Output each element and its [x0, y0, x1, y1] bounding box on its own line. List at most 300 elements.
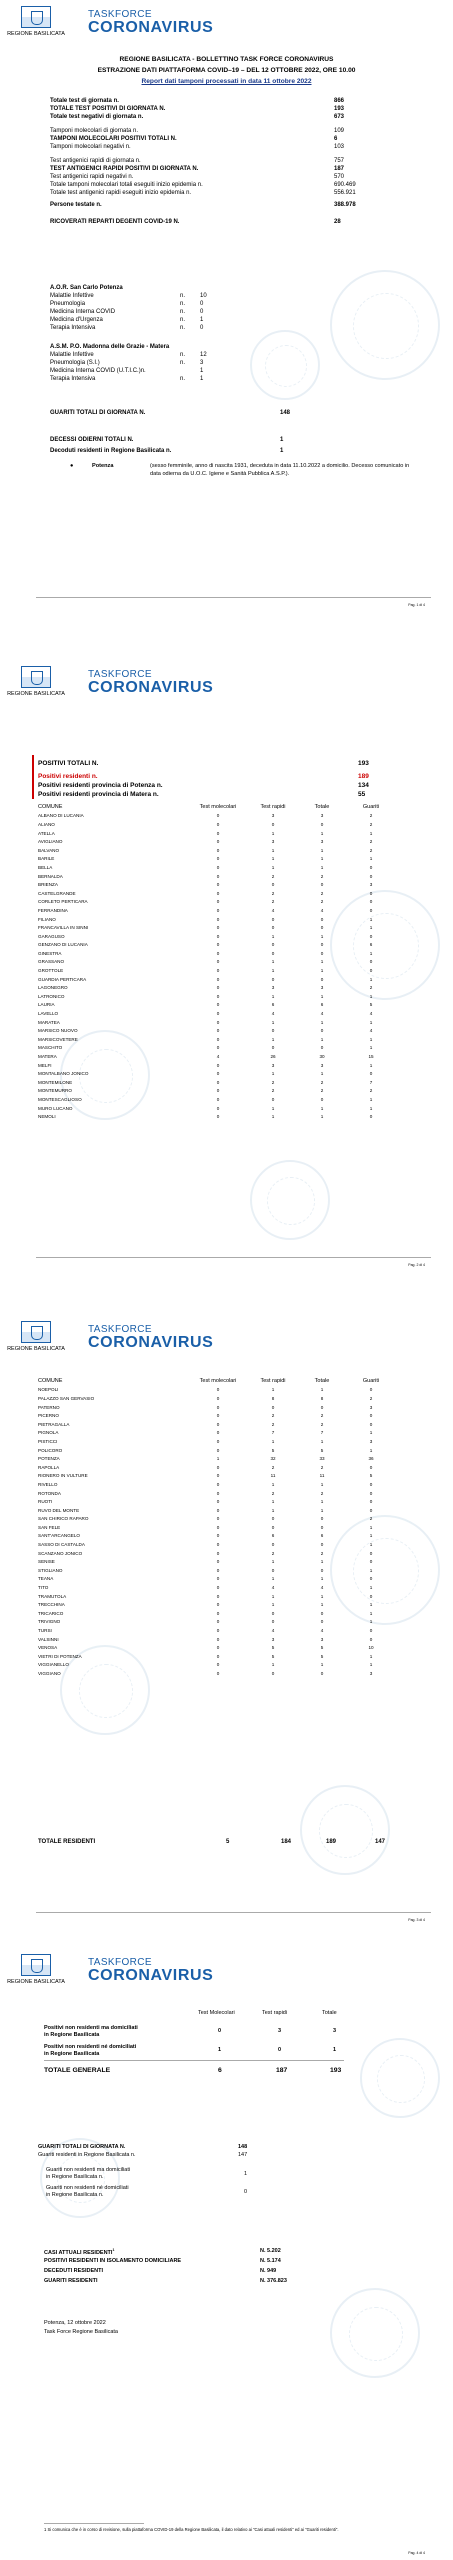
table-cell: 6 — [271, 1002, 275, 1008]
taskforce-logo — [88, 10, 213, 36]
table-cell: 0 — [216, 993, 220, 999]
positivi-matera: Positivi residenti provincia di Matera n. 55 — [38, 791, 366, 798]
table-cell: 2 — [320, 1464, 324, 1470]
table-row — [38, 1489, 396, 1498]
table-cell: 2 — [271, 899, 275, 905]
table-cell: VIETRI DI POTENZA — [38, 1653, 82, 1659]
stat-row: TAMPONI MOLECOLARI POSITIVI TOTALI N. 6 — [50, 136, 338, 142]
table-cell: 0 — [216, 976, 220, 982]
column-header: Totale — [314, 804, 330, 811]
table-cell: 0 — [320, 882, 324, 888]
table-row — [38, 820, 396, 829]
table-row — [38, 1583, 396, 1592]
table-row — [38, 1463, 396, 1472]
table-row — [38, 992, 396, 1001]
column-header: Test rapidi — [260, 1378, 286, 1385]
r2-label-2: in Regione Basilicata — [44, 2051, 100, 2057]
stat-row: TOTALE TEST POSITIVI DI GIORNATA N. 193 — [50, 106, 345, 112]
table-cell: MATERA — [38, 1054, 57, 1060]
table-cell: 2 — [320, 1413, 324, 1419]
table-cell: 1 — [369, 1045, 373, 1051]
table-cell: 5 — [320, 1653, 324, 1659]
table-cell: 0 — [369, 1421, 373, 1427]
table-cell: 0 — [271, 1567, 275, 1573]
stat-row: TEST ANTIGENICI RAPIDI POSITIVI DI GIORNATA N. 187 — [50, 166, 345, 172]
table-cell: 1 — [271, 1481, 275, 1487]
table-cell: 0 — [271, 1619, 275, 1625]
guariti-row: GUARITI TOTALI DI GIORNATA N. 148 — [50, 410, 291, 416]
table-cell: 1 — [271, 1105, 275, 1111]
table-cell: 0 — [216, 1413, 220, 1419]
table-cell: 0 — [369, 1071, 373, 1077]
table-cell: 0 — [216, 933, 220, 939]
table-cell: 0 — [369, 1481, 373, 1487]
shield-icon — [21, 1321, 51, 1343]
positivi-potenza: Positivi residenti provincia di Potenza n. 134 — [38, 782, 369, 789]
table-cell: 0 — [369, 907, 373, 913]
table-cell: PICERNO — [38, 1413, 59, 1419]
table-cell: SAN CHIRICO RAPARO — [38, 1516, 89, 1522]
region-logo — [6, 1321, 66, 1352]
table-cell: PIETRAGALLA — [38, 1421, 70, 1427]
table-cell: 1 — [271, 1019, 275, 1025]
table-row — [38, 1661, 396, 1670]
table-row — [38, 1506, 396, 1515]
table-cell: 36 — [368, 1456, 374, 1462]
taskforce-logo — [88, 1958, 213, 1984]
table-cell: PATERNO — [38, 1404, 60, 1410]
column-header: Guariti — [362, 1378, 380, 1385]
asm-title: A.S.M. P.O. Madonna delle Grazie - Matera — [50, 344, 170, 350]
stat-row: Tamponi molecolari di giornata n. 109 — [50, 128, 345, 134]
table-cell: 11 — [270, 1473, 276, 1479]
table-cell: 2 — [271, 890, 275, 896]
table-cell: 0 — [216, 1088, 220, 1094]
table-cell: 0 — [216, 1062, 220, 1068]
table-cell: 1 — [369, 1447, 373, 1453]
page-number: Pag. 3 di 4 — [408, 1918, 425, 1922]
page-4 — [0, 1948, 453, 2560]
table-cell: 0 — [216, 1628, 220, 1634]
region-name: REGIONE BASILICATA — [7, 691, 65, 697]
decessi-row: DECESSI ODIERNI TOTALI N. 1 — [50, 437, 284, 443]
table-row — [38, 1626, 396, 1635]
table-row — [38, 983, 396, 992]
table-cell: 0 — [216, 1619, 220, 1625]
region-name: REGIONE BASILICATA — [7, 1979, 65, 1985]
table-cell: STIGLIANO — [38, 1567, 63, 1573]
table-cell: 4 — [369, 1011, 373, 1017]
table-header — [38, 1377, 396, 1386]
table-cell: LATRONICO — [38, 993, 65, 999]
table-cell: 0 — [369, 933, 373, 939]
table-cell: 1 — [369, 1567, 373, 1573]
table-cell: 0 — [216, 1662, 220, 1668]
column-header: Test molecolari — [199, 804, 237, 811]
table-cell: 1 — [271, 1593, 275, 1599]
table-cell: 1 — [271, 1559, 275, 1565]
table-cell: 0 — [369, 1559, 373, 1565]
table-cell: 0 — [216, 1421, 220, 1427]
table-cell: 0 — [216, 1653, 220, 1659]
table-cell: 0 — [216, 1096, 220, 1102]
table-cell: 1 — [369, 830, 373, 836]
r2-m: 1 — [218, 2047, 222, 2053]
column-header: COMUNE — [38, 1378, 63, 1385]
table-cell: ALBANO DI LUCANIA — [38, 813, 84, 819]
table-cell: 1 — [320, 1036, 324, 1042]
table-row — [38, 1087, 396, 1096]
title-line-2: ESTRAZIONE DATI PIATTAFORMA COVID–19 – DEL 12 OTTOBRE 2022, ORE 10.00 — [97, 67, 356, 74]
table-cell: 0 — [216, 1473, 220, 1479]
table-row — [38, 812, 396, 821]
table-cell: 0 — [216, 1524, 220, 1530]
table-cell: 1 — [369, 916, 373, 922]
table-cell: 3 — [369, 882, 373, 888]
stat-row: Tamponi molecolari negativi n. 103 — [50, 144, 345, 150]
table-cell: 5 — [369, 1002, 373, 1008]
table-cell: 0 — [216, 1550, 220, 1556]
table-cell: 11 — [319, 1473, 325, 1479]
table-cell: 0 — [271, 976, 275, 982]
table-cell: 3 — [271, 1636, 275, 1642]
table-cell: MONTEMURRO — [38, 1088, 72, 1094]
table-cell: FERRANDINA — [38, 907, 68, 913]
table-cell: 0 — [369, 1507, 373, 1513]
bullet-text: (sesso femminile, anno di nascita 1931, deceduta in data 11.10.2022 a domicilio. Decesso comunicato in data odierna da U.O.C. Igiene e Sanità Pubblica A.S.P.). — [150, 463, 410, 477]
table-cell: 1 — [271, 847, 275, 853]
table-row — [38, 1618, 396, 1627]
table-cell: 0 — [369, 899, 373, 905]
totale-generale: TOTALE GENERALE — [44, 2067, 111, 2074]
table-cell: 0 — [320, 916, 324, 922]
r2-r: 0 — [278, 2047, 282, 2053]
page-divider — [36, 1912, 431, 1913]
table-row — [38, 1078, 396, 1087]
positivi-residenti: Positivi residenti n. 189 — [38, 773, 369, 780]
table-cell: VALSINNI — [38, 1636, 59, 1642]
guariti-nd-v: 0 — [244, 2189, 248, 2195]
table-cell: 1 — [369, 1105, 373, 1111]
row-divider — [44, 2060, 344, 2061]
page-number: Pag. 1 di 4 — [408, 603, 425, 607]
table-row — [38, 1095, 396, 1104]
table-cell: MASCHITO — [38, 1045, 63, 1051]
table-cell: 2 — [369, 1088, 373, 1094]
ward-row: Medicina Interna COVID n. 0 — [50, 309, 204, 315]
table-cell: 1 — [320, 856, 324, 862]
table-cell: 0 — [216, 916, 220, 922]
table-cell: 0 — [320, 976, 324, 982]
table-cell: ROTONDA — [38, 1490, 61, 1496]
virus-watermark-icon — [360, 2038, 440, 2118]
table-cell: 5 — [271, 1653, 275, 1659]
shield-icon — [21, 666, 51, 688]
virus-watermark-icon — [250, 1160, 330, 1240]
virus-watermark-icon — [330, 2288, 420, 2378]
table-cell: 0 — [216, 1028, 220, 1034]
table-cell: 7 — [369, 1079, 373, 1085]
stat-row: Test antigenici rapidi di giornata n. 757 — [50, 158, 345, 164]
guariti-totali-v: 148 — [238, 2144, 248, 2150]
logo-line2: CORONAVIRUS — [88, 1334, 214, 1351]
table-cell: 1 — [320, 1071, 324, 1077]
table-cell: 0 — [369, 1636, 373, 1642]
table-cell: 2 — [271, 1413, 275, 1419]
table-cell: 0 — [216, 821, 220, 827]
table-cell: 4 — [271, 1011, 275, 1017]
table-cell: 0 — [320, 950, 324, 956]
table-row — [38, 1557, 396, 1566]
table-cell: 0 — [369, 1387, 373, 1393]
table-cell: 0 — [216, 1670, 220, 1676]
table-cell: 30 — [319, 1054, 325, 1060]
table-cell: 8 — [320, 1395, 324, 1401]
page-3: REGIONE BASILICATA TASKFORCE CORONAVIRUS COMUNE Test molecolari Test rapidi Totale Guariti NOEPOLI 0 1 1 0 PALAZZO SAN GERVASIO 0 8 8 2 PATERNO 0 0 0 3 PICERNO 0 2 2 0 PIETRAGALLA 0 2 2 0 PIGNOLA 0 7 7 1 PISTICCI 0 1 1 3 POLICORO 0 5 5 1 POTENZA 1 32 33 36 RAPOLLA 0 2 2 0 RIONERO IN VULTURE 0 11 11 5 RIVELLO 0 1 1 0 ROTONDA 0 2 2 0 RUOTI 0 1 1 0 RUVO DEL MONTE 0 1 1 0 SAN CHIRICO RAPARO 0 0 0 2 SAN FELE 0 0 0 1 SANT'ARCANGELO 0 6 6 1 SASSO DI CASTALDA 0 0 0 1 SCANZANO JONICO 0 2 2 0 SENISE 0 1 1 0 STIGLIANO 0 0 0 1 TEANA 0 1 1 0 TITO 0 4 4 1 TRAMUTOLA 0 1 1 0 TRECCHINA 0 1 1 1 TRICARICO 0 0 0 1 TRIVIGNO 0 0 0 1 TURSI 0 4 4 0 VALSINNI 0 3 3 0 VENOSA 0 5 5 10 VIETRI DI POTENZA 0 5 5 1 VIGGIANELLO 0 1 1 1 VIGGIANO 0 0 0 3 TOTALE RESIDENTI 5 184 189 147 Pag. 3 di 4 — [0, 1315, 453, 1935]
table-cell: 15 — [368, 1054, 374, 1060]
table-cell: 3 — [320, 1062, 324, 1068]
table-cell: NEMOLI — [38, 1114, 56, 1120]
table-cell: 0 — [216, 1576, 220, 1582]
table-cell: 0 — [216, 864, 220, 870]
guariti-dom: Guariti non residenti ma domiciliati — [46, 2167, 131, 2173]
table-row — [38, 949, 396, 958]
table-cell: 0 — [216, 1645, 220, 1651]
table-cell: RUVO DEL MONTE — [38, 1507, 80, 1513]
table-row — [38, 1643, 396, 1652]
table-cell: PALAZZO SAN GERVASIO — [38, 1395, 95, 1401]
table-cell: 0 — [216, 968, 220, 974]
table-cell: ALIANO — [38, 821, 55, 827]
table-cell: 4 — [320, 1628, 324, 1634]
tg-m: 6 — [218, 2067, 222, 2074]
table-cell: 6 — [320, 1002, 324, 1008]
table-cell: TRECCHINA — [38, 1602, 65, 1608]
table-cell: 7 — [320, 1430, 324, 1436]
table-cell: 2 — [320, 1079, 324, 1085]
table-cell: 0 — [320, 1567, 324, 1573]
table-cell: 2 — [320, 899, 324, 905]
page-1 — [0, 0, 453, 620]
table-row — [38, 906, 396, 915]
table-cell: 1 — [369, 1653, 373, 1659]
table-cell: 0 — [320, 1516, 324, 1522]
table-cell: 2 — [271, 1550, 275, 1556]
table-cell: 0 — [216, 1464, 220, 1470]
table-row — [38, 1549, 396, 1558]
table-cell: GUARDIA PERTICARA — [38, 976, 87, 982]
bullet-icon: ● — [70, 463, 74, 469]
table-cell: 1 — [369, 856, 373, 862]
table-row — [38, 941, 396, 950]
table-cell: 0 — [216, 1447, 220, 1453]
table-cell: 1 — [320, 1499, 324, 1505]
table-cell: 2 — [369, 1395, 373, 1401]
region-name: REGIONE BASILICATA — [7, 1346, 65, 1352]
table-cell: 0 — [216, 1516, 220, 1522]
title-line-3: Report dati tamponi processati in data 11 ottobre 2022 — [141, 78, 312, 85]
table-cell: 5 — [320, 1447, 324, 1453]
table-cell: 3 — [369, 1670, 373, 1676]
table-cell: 0 — [216, 925, 220, 931]
table-cell: TRAMUTOLA — [38, 1593, 67, 1599]
decessi-residenti-row: Decoduti residenti in Regione Basilicata n. 1 — [50, 448, 284, 454]
table-row — [38, 1035, 396, 1044]
isolamento-v: N. 5.174 — [260, 2258, 281, 2264]
table-cell: TRICARICO — [38, 1610, 64, 1616]
page-divider — [36, 1257, 431, 1258]
table-cell: 0 — [320, 1619, 324, 1625]
table-cell: 1 — [320, 1507, 324, 1513]
table-cell: 0 — [369, 864, 373, 870]
table-cell: 3 — [369, 1404, 373, 1410]
page-divider — [36, 597, 431, 598]
table-cell: PIGNOLA — [38, 1430, 59, 1436]
r2-label: Positivi non residenti né domiciliati — [44, 2044, 137, 2050]
header-molecolari: Test Molecolari — [198, 2010, 235, 2016]
table-cell: 3 — [320, 985, 324, 991]
casi-attuali: CASI ATTUALI RESIDENTI$^1$ — [44, 2248, 115, 2256]
table-cell: 0 — [271, 821, 275, 827]
table-cell: FILIANO — [38, 916, 56, 922]
table-row — [38, 1001, 396, 1010]
shield-icon — [21, 1954, 51, 1976]
table-cell: 10 — [368, 1645, 374, 1651]
table-cell: 1 — [320, 1602, 324, 1608]
table-row — [38, 1472, 396, 1481]
table-row — [38, 1052, 396, 1061]
page-number: Pag. 2 di 4 — [408, 1263, 425, 1267]
table-cell: RIVELLO — [38, 1481, 58, 1487]
table-cell: 0 — [271, 1028, 275, 1034]
isolamento: POSITIVI RESIDENTI IN ISOLAMENTO DOMICILIARE — [44, 2258, 182, 2264]
deceduti: DECEDUTI RESIDENTI — [44, 2268, 103, 2274]
table-cell: 0 — [271, 1542, 275, 1548]
table-cell: 4 — [320, 1011, 324, 1017]
table-cell: 1 — [369, 1542, 373, 1548]
table-cell: 4 — [320, 907, 324, 913]
table-row — [38, 1497, 396, 1506]
table-cell: FRANCAVILLA IN SINNI — [38, 925, 89, 931]
table-cell: 2 — [271, 1464, 275, 1470]
table-cell: 1 — [369, 1585, 373, 1591]
table-row — [38, 1061, 396, 1070]
table-cell: 1 — [320, 933, 324, 939]
logo-line1: TASKFORCE — [88, 1957, 152, 1968]
table-cell: 0 — [320, 925, 324, 931]
stat-row: Totale test di giornata n. 866 — [50, 98, 345, 104]
table-cell: 2 — [271, 1079, 275, 1085]
table-cell: MURO LUCANO — [38, 1105, 73, 1111]
column-header: Totale — [314, 1378, 330, 1385]
logo-line2: CORONAVIRUS — [88, 679, 214, 696]
table-cell: 1 — [271, 1507, 275, 1513]
table-cell: MONTESCAGLIOSO — [38, 1096, 82, 1102]
table-cell: 32 — [270, 1456, 276, 1462]
ward-row: Medicina Interna COVID (U.T.I.C.)n. 1 — [50, 368, 204, 374]
table-cell: 0 — [369, 1114, 373, 1120]
guariti-dom-2: in Regione Basilicata n. — [46, 2174, 104, 2180]
table-cell: 4 — [271, 1585, 275, 1591]
table-cell: 0 — [216, 1593, 220, 1599]
ward-row: Terapia Intensiva n. 0 — [50, 325, 204, 331]
table-cell: 0 — [216, 1105, 220, 1111]
table-cell: 0 — [216, 1395, 220, 1401]
table-cell: 0 — [216, 1387, 220, 1393]
guariti-totali: GUARITI TOTALI DI GIORNATA N. — [38, 2144, 126, 2150]
table-cell: MARSICOVETERE — [38, 1036, 78, 1042]
table-cell: 0 — [216, 1499, 220, 1505]
table-row — [38, 880, 396, 889]
table-cell: 0 — [320, 1524, 324, 1530]
table-cell: 1 — [369, 1036, 373, 1042]
table-row — [38, 1635, 396, 1644]
table-cell: 1 — [320, 1387, 324, 1393]
ward-row: Malattie Infettive n. 12 — [50, 352, 207, 358]
table-cell: 0 — [216, 1585, 220, 1591]
table-cell: MELFI — [38, 1062, 52, 1068]
sign-date: Potenza, 12 ottobre 2022 — [44, 2320, 106, 2326]
table-row — [38, 855, 396, 864]
table-cell: 1 — [369, 1533, 373, 1539]
table-row — [38, 872, 396, 881]
table-cell: 1 — [369, 1602, 373, 1608]
table-row — [38, 898, 396, 907]
table-cell: 8 — [271, 1395, 275, 1401]
guariti-residenti-v: 147 — [238, 2152, 248, 2158]
table-cell: SAN FELE — [38, 1524, 61, 1530]
table-cell: 4 — [271, 1628, 275, 1634]
r1-label: Positivi non residenti ma domiciliati — [44, 2025, 138, 2031]
table-cell: CORLETO PERTICARA — [38, 899, 88, 905]
guariti-residenti: Guariti residenti in Regione Basilicata n. — [38, 2152, 136, 2158]
table-cell: 1 — [369, 1430, 373, 1436]
table-cell: 0 — [216, 1542, 220, 1548]
table-cell: 5 — [369, 1473, 373, 1479]
table-cell: 1 — [271, 1662, 275, 1668]
shield-icon — [21, 6, 51, 28]
table-cell: 0 — [369, 890, 373, 896]
ward-row: Medicina d'Urgenza n. 1 — [50, 317, 204, 323]
table-row — [38, 1044, 396, 1053]
table-cell: GROTTOLE — [38, 968, 64, 974]
guariti-res-v: N. 376.823 — [260, 2278, 287, 2284]
stat-row: RICOVERATI REPARTI DEGENTI COVID-19 N. 28 — [50, 219, 341, 225]
table-cell: 0 — [216, 899, 220, 905]
table-row — [38, 1532, 396, 1541]
virus-watermark-icon — [300, 1785, 390, 1875]
table-row — [38, 1437, 396, 1446]
table-row — [38, 1609, 396, 1618]
table-cell: 0 — [320, 1028, 324, 1034]
table-row — [38, 1386, 396, 1395]
table-row — [38, 1566, 396, 1575]
table-cell: TRIVIGNO — [38, 1619, 61, 1625]
table-cell: 4 — [320, 1585, 324, 1591]
taskforce-logo — [88, 1325, 213, 1351]
table-cell: 33 — [319, 1456, 325, 1462]
table-cell: 0 — [216, 1430, 220, 1436]
table-cell: 0 — [216, 1071, 220, 1077]
table-cell: 26 — [270, 1054, 276, 1060]
table-cell: 3 — [320, 1636, 324, 1642]
table-cell: LAGONEGRO — [38, 985, 68, 991]
table-cell: 0 — [216, 1114, 220, 1120]
table-row — [38, 846, 396, 855]
table-cell: 1 — [320, 1662, 324, 1668]
table-cell: 1 — [271, 993, 275, 999]
table-cell: 2 — [271, 1088, 275, 1094]
